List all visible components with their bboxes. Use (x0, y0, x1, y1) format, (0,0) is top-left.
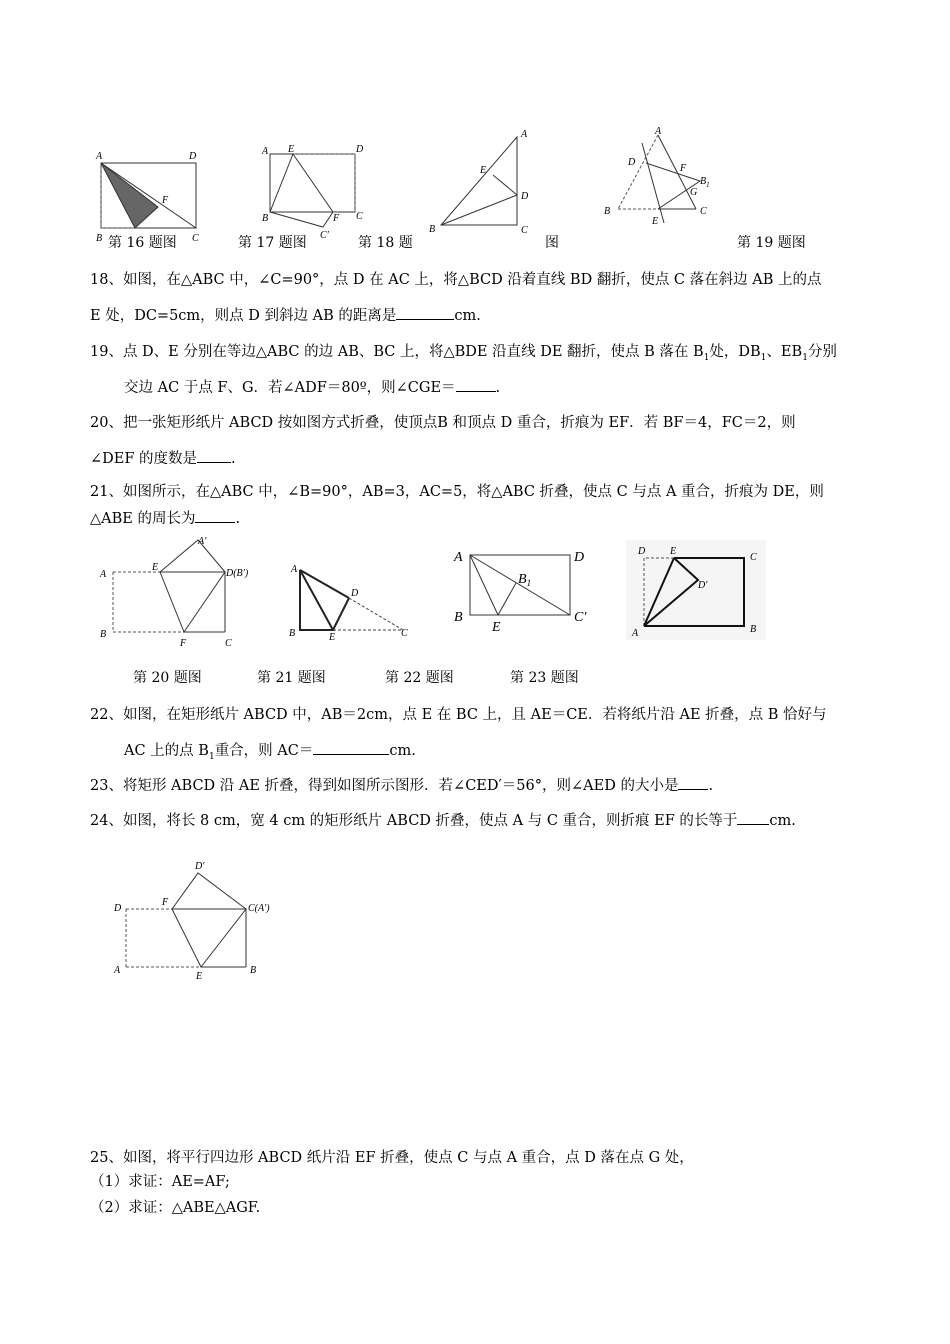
label-A: A (96, 151, 103, 162)
label-C: C (356, 211, 363, 222)
label-B: B (604, 206, 611, 217)
label-D-prime: D′ (195, 861, 205, 872)
label-C: C (700, 206, 707, 217)
label-D-B: D(B′) (226, 568, 249, 579)
answer-blank[interactable] (737, 812, 769, 825)
label-B1: $B_1$ (700, 176, 710, 189)
label-A: A (655, 126, 662, 137)
q25-line1: 25、如图，将平行四边形 ABCD 纸片沿 EF 折叠，使点 C 与点 A 重合，点 D 落在点 G 处， (90, 1150, 694, 1166)
label-B: B (750, 624, 757, 635)
label-E: E (492, 620, 501, 635)
label-B: B (429, 224, 436, 235)
label-E: E (480, 165, 487, 176)
label-A: A (262, 146, 269, 157)
caption-fig22: 第 22 题图 (385, 670, 454, 686)
label-B: B (100, 629, 107, 640)
label-C-prime: C′ (574, 610, 587, 625)
figure-21 (285, 558, 420, 643)
caption-fig18-a: 第 18 题 (358, 235, 413, 251)
label-B1: $B_1$ (518, 572, 532, 588)
caption-fig21: 第 21 题图 (257, 670, 326, 686)
label-C: C (192, 233, 199, 244)
label-E: E (652, 216, 659, 227)
label-F: F (680, 163, 687, 174)
answer-blank[interactable] (396, 307, 454, 320)
label-B: B (250, 965, 257, 976)
label-A: A (521, 129, 528, 140)
q20-line1: 20、把一张矩形纸片 ABCD 按如图方式折叠，使顶点B 和顶点 D 重合，折痕为 EF．若 BF＝4，FC＝2，则 (90, 415, 796, 431)
figure-17 (258, 142, 373, 242)
q25-part1: （1）求证：AE=AF; (90, 1174, 230, 1190)
label-B: B (289, 628, 296, 639)
figure-24 (110, 855, 285, 985)
caption-fig20: 第 20 题图 (133, 670, 202, 686)
answer-blank[interactable] (197, 450, 231, 463)
figure-16 (90, 145, 210, 245)
q21-line2: △ABE 的周长为 . (90, 511, 241, 527)
label-C: C (750, 552, 757, 563)
label-A-prime: A′ (198, 536, 207, 547)
figure-20 (98, 530, 263, 650)
label-A: A (100, 569, 107, 580)
caption-fig23: 第 23 题图 (510, 670, 579, 686)
label-C: C (225, 638, 232, 649)
label-D: D (189, 151, 197, 162)
figure-22 (450, 545, 600, 635)
label-G: G (690, 187, 698, 198)
label-E: E (288, 144, 295, 155)
label-E: E (329, 632, 336, 643)
label-A: A (114, 965, 121, 976)
q18-line1: 18、如图，在△ABC 中，∠C=90°，点 D 在 AC 上，将△BCD 沿着直线 BD 翻折，使点 C 落在斜边 AB 上的点 (90, 272, 822, 288)
label-A: A (454, 550, 463, 565)
answer-blank[interactable] (456, 379, 496, 392)
figure-23 (626, 540, 771, 640)
q20-line2: ∠DEF 的度数是 . (90, 451, 236, 467)
q24-line1: 24、如图，将长 8 cm，宽 4 cm 的矩形纸片 ABCD 折叠，使点 A 与 C 重合，则折痕 EF 的长等于 cm. (90, 813, 796, 829)
label-D: D (356, 144, 364, 155)
label-F: F (162, 195, 169, 206)
caption-fig17: 第 17 题图 (238, 235, 307, 251)
label-D: D (638, 546, 646, 557)
q19-line1: 19、点 D、E 分别在等边△ABC 的边 AB、BC 上，将△BDE 沿直线 DE 翻折，使点 B 落在 $B_1$处，$DB_1$、$EB_1$分别 (90, 344, 837, 363)
q19-line2: 交边 AC 于点 F、G．若∠ADF＝80º，则∠CGE＝ . (124, 380, 501, 396)
label-E: E (670, 546, 677, 557)
q21-line1: 21、如图所示，在△ABC 中，∠B=90°，AB=3，AC=5，将△ABC 折叠，使点 C 与点 A 重合，折痕为 DE，则 (90, 484, 824, 500)
q22-line1: 22、如图，在矩形纸片 ABCD 中，AB＝2cm，点 E 在 BC 上，且 AE＝CE．若将纸片沿 AE 折叠，点 B 恰好与 (90, 707, 827, 723)
label-F: F (180, 638, 187, 649)
label-B: B (96, 233, 103, 244)
q18-line2: E 处，DC=5cm，则点 D 到斜边 AB 的距离是 cm. (90, 308, 481, 324)
label-D: D (114, 903, 122, 914)
label-C-prime: C′ (320, 230, 329, 241)
label-E: E (152, 562, 159, 573)
caption-fig19: 第 19 题图 (737, 235, 806, 251)
label-D: D (574, 550, 585, 565)
caption-fig18-b: 图 (545, 235, 559, 251)
label-E: E (196, 971, 203, 982)
label-C-A: C(A′) (248, 903, 270, 914)
label-F: F (333, 213, 340, 224)
label-A: A (632, 628, 639, 639)
q25-part2: （2）求证：△ABE△AGF. (90, 1200, 261, 1216)
answer-blank[interactable] (678, 777, 708, 790)
label-F: F (162, 897, 169, 908)
label-B: B (454, 610, 463, 625)
answer-blank[interactable] (313, 742, 389, 755)
label-D: D (628, 157, 636, 168)
label-D-prime: D′ (698, 580, 708, 591)
label-B: B (262, 213, 269, 224)
answer-blank[interactable] (195, 510, 235, 523)
label-C: C (401, 628, 408, 639)
q22-line2: AC 上的点 $B_1$重合，则 AC＝ cm. (124, 743, 416, 762)
figure-19 (598, 125, 723, 230)
q23-line1: 23、将矩形 ABCD 沿 AE 折叠，得到如图所示图形．若∠CED′＝56°，则∠AED 的大小是 . (90, 778, 714, 794)
label-A: A (291, 564, 298, 575)
caption-fig16: 第 16 题图 (108, 235, 177, 251)
figure-18 (425, 125, 540, 235)
label-D: D (521, 191, 529, 202)
label-D: D (351, 588, 359, 599)
label-C: C (521, 225, 528, 236)
